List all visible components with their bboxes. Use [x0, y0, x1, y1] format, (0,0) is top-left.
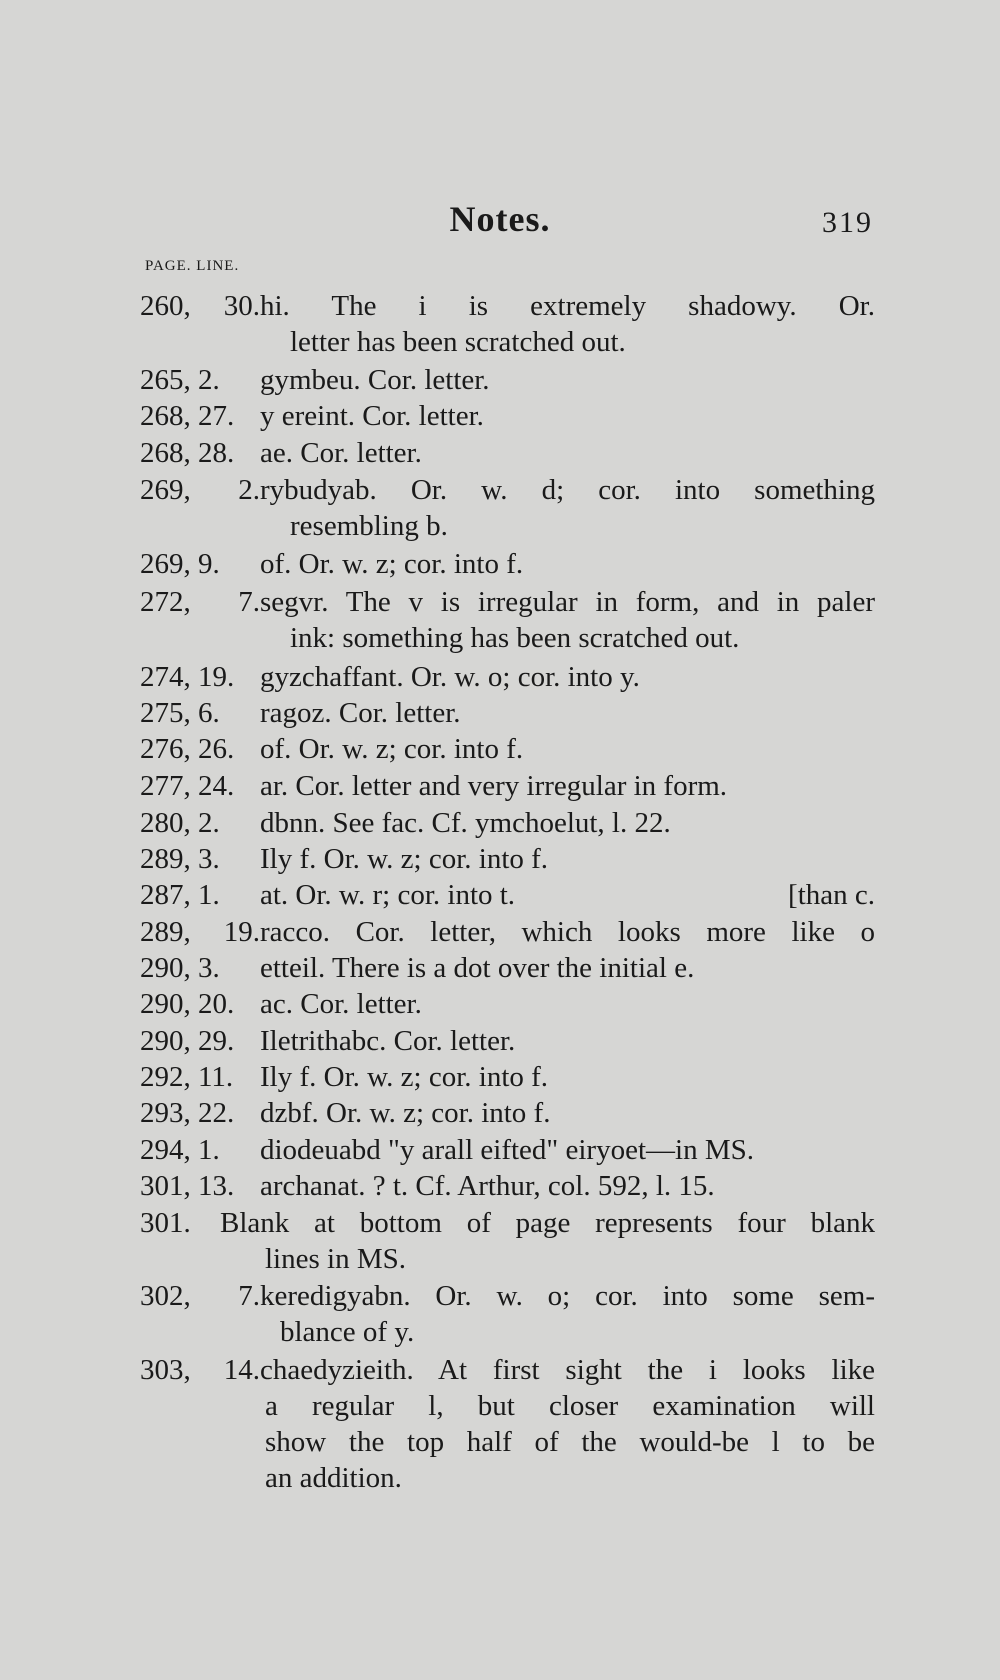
note-ref: 289, 19. [140, 916, 260, 948]
note-entry [140, 1278, 875, 1350]
note-ref: 260, 30. [140, 290, 260, 322]
note-ref: 275, 6. [140, 697, 220, 729]
note-ref: 274, 19. [140, 661, 235, 693]
note-entry [140, 1023, 875, 1059]
note-entry [140, 805, 875, 841]
note-entry [140, 950, 875, 986]
note-text: of. Or. w. z; cor. into f. [260, 733, 524, 765]
note-ref: 268, 28. [140, 437, 235, 469]
note-ref: 290, 3. [140, 952, 220, 984]
note-text: dzbf. Or. w. z; cor. into f. [260, 1097, 551, 1129]
note-entry [140, 1352, 875, 1496]
note-text-continued: ink: something has been scratched out. [290, 622, 740, 654]
note-entry [140, 731, 875, 767]
note-text: Ily f. Or. w. z; cor. into f. [260, 843, 549, 875]
note-ref: 269, 9. [140, 548, 220, 580]
note-text: y ereint. Cor. letter. [260, 400, 484, 432]
note-entry [140, 1132, 875, 1168]
note-text-continued: show the top half of the would-be l to be [265, 1426, 875, 1458]
note-text: diodeuabd "y arall eifted" eiryoet—in MS. [260, 1134, 754, 1166]
note-text: chaedyzieith. At first sight the i looks like [260, 1354, 875, 1386]
note-text-continued: lines in MS. [265, 1243, 406, 1275]
column-labels: PAGE. LINE. [145, 258, 240, 274]
note-text: of. Or. w. z; cor. into f. [260, 548, 524, 580]
note-entry [140, 546, 875, 582]
note-text-continued: letter has been scratched out. [290, 326, 626, 358]
note-text: Iletrithabc. Cor. letter. [260, 1025, 516, 1057]
note-text: ac. Cor. letter. [260, 988, 422, 1020]
note-entry [140, 768, 875, 804]
note-entry [140, 986, 875, 1022]
note-entry [140, 398, 875, 434]
note-ref: 293, 22. [140, 1097, 235, 1129]
note-ref: 268, 27. [140, 400, 235, 432]
note-text: hi. The i is extremely shadowy. Or. [260, 290, 875, 322]
note-ref: 272, 7. [140, 586, 260, 618]
note-text: keredigyabn. Or. w. o; cor. into some sem- [260, 1280, 875, 1312]
page-number: 319 [822, 206, 873, 239]
note-entry [140, 584, 875, 656]
running-title: Notes. [449, 199, 551, 239]
note-ref: 277, 24. [140, 770, 235, 802]
note-entry [140, 841, 875, 877]
note-ref: 276, 26. [140, 733, 235, 765]
note-entry [140, 1205, 875, 1277]
note-entry [140, 435, 875, 471]
note-text: Ily f. Or. w. z; cor. into f. [260, 1061, 549, 1093]
note-ref: 294, 1. [140, 1134, 220, 1166]
note-entry [140, 877, 875, 913]
carry-over-text: [than c. [788, 879, 875, 911]
note-entry [140, 288, 875, 360]
note-ref: 269, 2. [140, 474, 260, 506]
note-ref: 280, 2. [140, 807, 220, 839]
note-text: at. Or. w. r; cor. into t. [260, 879, 516, 911]
note-entry [140, 914, 875, 950]
note-text: ae. Cor. letter. [260, 437, 422, 469]
note-text: Blank at bottom of page represents four blank [220, 1207, 875, 1239]
note-ref: 292, 11. [140, 1061, 234, 1093]
note-ref: 301, 13. [140, 1170, 235, 1202]
note-entry [140, 1095, 875, 1131]
note-ref: 287, 1. [140, 879, 220, 911]
note-text: dbnn. See fac. Cf. ymchoelut, l. 22. [260, 807, 671, 839]
note-ref: 265, 2. [140, 364, 220, 396]
note-text: rybudyab. Or. w. d; cor. into something [260, 474, 875, 506]
note-text-continued: blance of y. [280, 1316, 415, 1348]
note-ref: 302, 7. [140, 1280, 260, 1312]
note-ref: 289, 3. [140, 843, 220, 875]
note-text: ragoz. Cor. letter. [260, 697, 461, 729]
note-text: ar. Cor. letter and very irregular in form. [260, 770, 728, 802]
note-entry [140, 1059, 875, 1095]
note-ref: 290, 20. [140, 988, 235, 1020]
note-text-continued: resembling b. [290, 510, 448, 542]
note-entry [140, 659, 875, 695]
note-entry [140, 472, 875, 544]
note-text-continued: an addition. [265, 1462, 402, 1494]
note-ref: 303, 14. [140, 1354, 260, 1386]
note-ref: 301. [140, 1207, 191, 1239]
note-text: segvr. The v is irregular in form, and in paler [260, 586, 875, 618]
note-entry [140, 362, 875, 398]
note-entry [140, 695, 875, 731]
note-text: racco. Cor. letter, which looks more like o [260, 916, 875, 948]
note-text: etteil. There is a dot over the initial e. [260, 952, 695, 984]
note-text: gyzchaffant. Or. w. o; cor. into y. [260, 661, 640, 693]
note-entry [140, 1168, 875, 1204]
note-text-continued: a regular l, but closer examination will [265, 1390, 875, 1422]
note-text: gymbeu. Cor. letter. [260, 364, 490, 396]
note-text: archanat. ? t. Cf. Arthur, col. 592, l. 15. [260, 1170, 715, 1202]
note-ref: 290, 29. [140, 1025, 235, 1057]
